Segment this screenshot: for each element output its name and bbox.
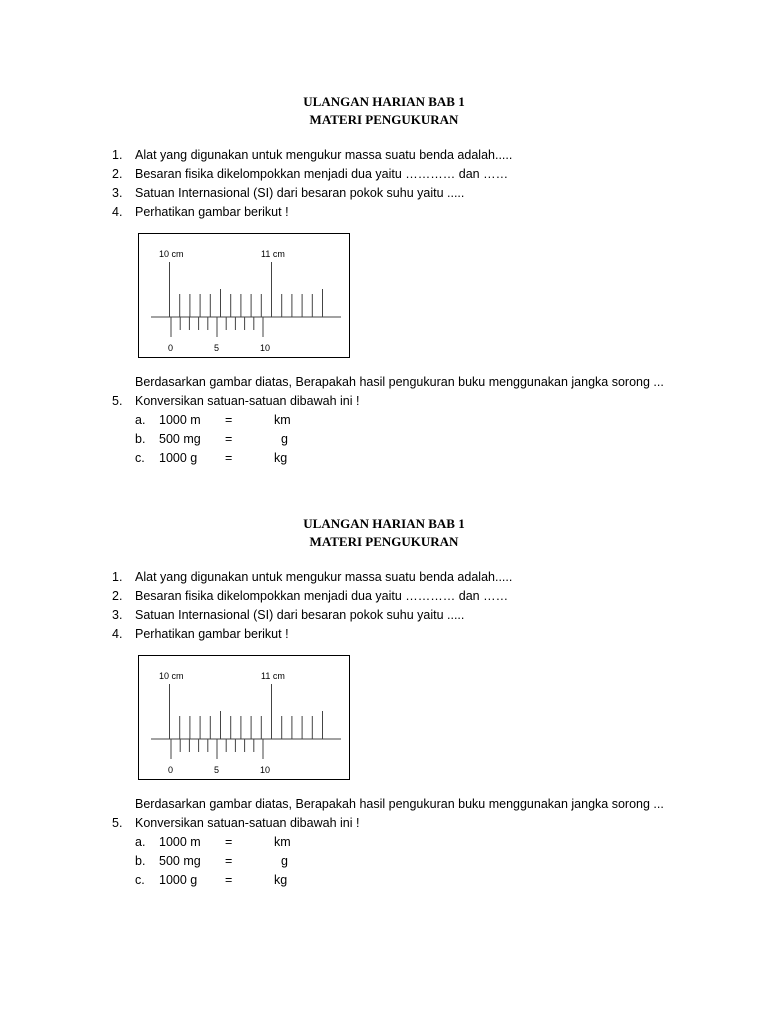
figure-question: Berdasarkan gambar diatas, Berapakah hasil pengukuran buku menggunakan jangka sorong ...: [135, 375, 664, 389]
item-value: 500 mg: [159, 432, 201, 446]
question-number: 2.: [112, 167, 123, 181]
vernier-label-0: 0: [168, 765, 174, 775]
item-letter: c.: [135, 451, 145, 465]
item-unit: g: [281, 432, 288, 446]
vernier-label-10: 10: [260, 765, 271, 775]
question-text: Perhatikan gambar berikut !: [135, 205, 289, 219]
question-text: Alat yang digunakan untuk mengukur massa suatu benda adalah.....: [135, 148, 513, 162]
item-letter: b.: [135, 432, 146, 446]
question-text: Konversikan satuan-satuan dibawah ini !: [135, 394, 360, 408]
item-letter: a.: [135, 835, 146, 849]
item-value: 500 mg: [159, 854, 201, 868]
exam-subtitle: MATERI PENGUKURAN: [309, 534, 459, 549]
vernier-label-5: 5: [214, 765, 220, 775]
scale-ticks: [151, 262, 341, 337]
item-equals: =: [225, 835, 233, 849]
exam-title: ULANGAN HARIAN BAB 1: [303, 516, 465, 531]
question-text: Alat yang digunakan untuk mengukur massa suatu benda adalah.....: [135, 570, 513, 584]
main-scale-label-11cm: 11 cm: [261, 249, 285, 259]
question-text: Besaran fisika dikelompokkan menjadi dua yaitu ………… dan ……: [135, 589, 509, 603]
item-letter: b.: [135, 854, 146, 868]
exam-subtitle: MATERI PENGUKURAN: [309, 112, 459, 127]
vernier-label-0: 0: [168, 343, 174, 353]
item-unit: km: [274, 413, 291, 427]
item-equals: =: [225, 854, 233, 868]
item-letter: a.: [135, 413, 146, 427]
vernier-label-10: 10: [260, 343, 271, 353]
item-unit: g: [281, 854, 288, 868]
question-text: Satuan Internasional (SI) dari besaran pokok suhu yaitu .....: [135, 186, 465, 200]
question-number: 1.: [112, 570, 123, 584]
scale-ticks: [151, 684, 341, 759]
main-scale-label-10cm: 10 cm: [159, 671, 184, 681]
item-value: 1000 g: [159, 451, 198, 465]
question-number: 1.: [112, 148, 123, 162]
item-equals: =: [225, 432, 233, 446]
vernier-caliper-figure: [138, 233, 350, 358]
question-number: 4.: [112, 205, 123, 219]
question-number: 2.: [112, 589, 123, 603]
item-unit: km: [274, 835, 291, 849]
item-value: 1000 m: [159, 835, 201, 849]
vernier-label-5: 5: [214, 343, 220, 353]
item-equals: =: [225, 451, 233, 465]
question-text: Satuan Internasional (SI) dari besaran pokok suhu yaitu .....: [135, 608, 465, 622]
item-equals: =: [225, 873, 233, 887]
question-number: 5.: [112, 816, 123, 830]
item-equals: =: [225, 413, 233, 427]
item-value: 1000 m: [159, 413, 201, 427]
question-text: Konversikan satuan-satuan dibawah ini !: [135, 816, 360, 830]
main-scale-label-10cm: 10 cm: [159, 249, 184, 259]
item-unit: kg: [274, 451, 288, 465]
question-number: 5.: [112, 394, 123, 408]
question-text: Perhatikan gambar berikut !: [135, 627, 289, 641]
main-scale-label-11cm: 11 cm: [261, 671, 285, 681]
exam-title: ULANGAN HARIAN BAB 1: [303, 94, 465, 109]
item-value: 1000 g: [159, 873, 198, 887]
question-number: 4.: [112, 627, 123, 641]
figure-question: Berdasarkan gambar diatas, Berapakah hasil pengukuran buku menggunakan jangka sorong ...: [135, 797, 664, 811]
vernier-caliper-figure: [138, 655, 350, 780]
item-letter: c.: [135, 873, 145, 887]
question-number: 3.: [112, 608, 123, 622]
item-unit: kg: [274, 873, 288, 887]
question-number: 3.: [112, 186, 123, 200]
question-text: Besaran fisika dikelompokkan menjadi dua yaitu ………… dan ……: [135, 167, 509, 181]
